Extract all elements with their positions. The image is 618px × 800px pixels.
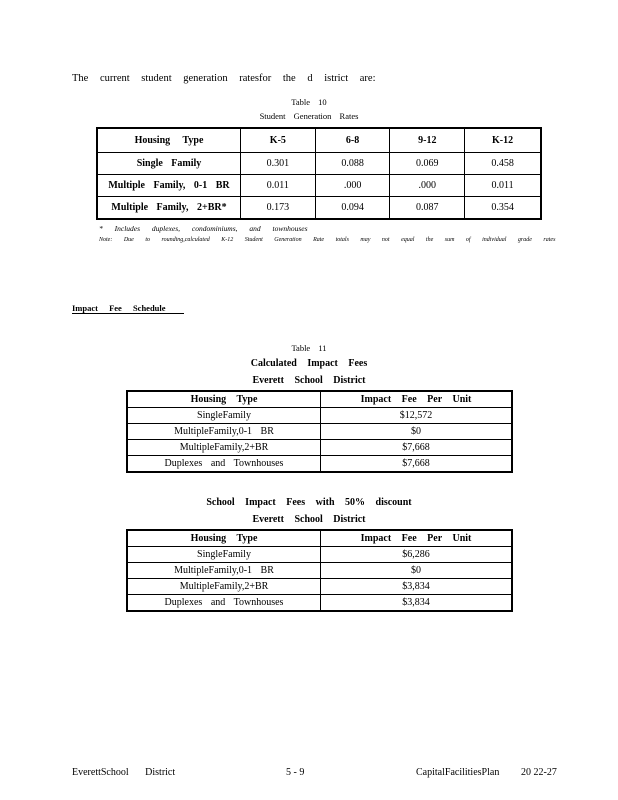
table10-title: Student Generation Rates (259, 111, 359, 121)
table10-number: Table 10 (291, 97, 327, 107)
table-row (127, 424, 512, 440)
table-row (97, 197, 541, 220)
table-cell: 0.094 (315, 197, 390, 220)
column-header: K-12 (465, 128, 541, 153)
table11-subtitle: Everett School District (252, 375, 366, 386)
table11-number: Table 11 (291, 343, 327, 353)
table10-footnote: * Includes duplexes, condominiums, and townhouses (99, 224, 308, 233)
table-row (127, 408, 512, 424)
section-heading: Impact Fee Schedule (72, 303, 184, 314)
table-cell: 0.087 (390, 197, 465, 220)
table-header-row (127, 391, 512, 408)
row-label: Duplexes and Townhouses (127, 595, 321, 612)
table-cell: 0.069 (390, 153, 465, 175)
table10-note: Note: Due to rounding,calculated K-12 Student Generation Rate totals may not equal the sum of individual grade rates (99, 237, 556, 243)
table-cell: $7,668 (321, 456, 513, 473)
table-cell: .000 (315, 175, 390, 197)
table-row (127, 595, 512, 612)
column-header: Impact Fee Per Unit (321, 530, 513, 547)
footer-page-number: 5 - 9 (286, 767, 305, 778)
table-row (97, 153, 541, 175)
table-row (127, 547, 512, 563)
row-label: Multiple Family, 2+BR* (97, 197, 241, 220)
table-cell: $3,834 (321, 595, 513, 612)
table-cell: $0 (321, 424, 513, 440)
student-generation-rates-table (96, 127, 542, 220)
footer-plan-title: CapitalFacilitiesPlan (416, 767, 500, 778)
row-label: SingleFamily (127, 547, 321, 563)
table-cell: $3,834 (321, 579, 513, 595)
table-cell: $7,668 (321, 440, 513, 456)
calculated-impact-fees-table (126, 390, 513, 473)
column-header: K-5 (241, 128, 316, 153)
row-label: MultipleFamily,2+BR (127, 440, 321, 456)
row-label: Single Family (97, 153, 241, 175)
column-header: 9-12 (390, 128, 465, 153)
footer-district: EverettSchool District (72, 767, 176, 778)
row-label: Multiple Family, 0-1 BR (97, 175, 241, 197)
table-cell: $0 (321, 563, 513, 579)
table-row (127, 440, 512, 456)
table12-title: School Impact Fees with 50% discount (206, 497, 412, 508)
column-header: Housing Type (97, 128, 241, 153)
table-cell: 0.011 (465, 175, 541, 197)
table-cell: 0.173 (241, 197, 316, 220)
table-cell: $12,572 (321, 408, 513, 424)
table11-title: Calculated Impact Fees (250, 358, 368, 369)
row-label: SingleFamily (127, 408, 321, 424)
intro-text: The current student generation ratesfor the d istrict are: (72, 73, 376, 84)
table-cell: 0.301 (241, 153, 316, 175)
table-cell: 0.011 (241, 175, 316, 197)
column-header: Housing Type (127, 530, 321, 547)
table-cell: 0.088 (315, 153, 390, 175)
table-header-row (127, 530, 512, 547)
table-cell: 0.458 (465, 153, 541, 175)
row-label: MultipleFamily,0-1 BR (127, 563, 321, 579)
table-row (127, 563, 512, 579)
row-label: MultipleFamily,0-1 BR (127, 424, 321, 440)
table12-subtitle: Everett School District (252, 514, 366, 525)
table-cell: 0.354 (465, 197, 541, 220)
table-row (127, 456, 512, 473)
column-header: 6-8 (315, 128, 390, 153)
table-row (97, 175, 541, 197)
footer-plan-years: 20 22-27 (521, 767, 557, 778)
table-row (127, 579, 512, 595)
row-label: MultipleFamily,2+BR (127, 579, 321, 595)
table-header-row (97, 128, 541, 153)
column-header: Housing Type (127, 391, 321, 408)
discounted-impact-fees-table (126, 529, 513, 612)
row-label: Duplexes and Townhouses (127, 456, 321, 473)
table-cell: $6,286 (321, 547, 513, 563)
table-cell: .000 (390, 175, 465, 197)
column-header: Impact Fee Per Unit (321, 391, 513, 408)
